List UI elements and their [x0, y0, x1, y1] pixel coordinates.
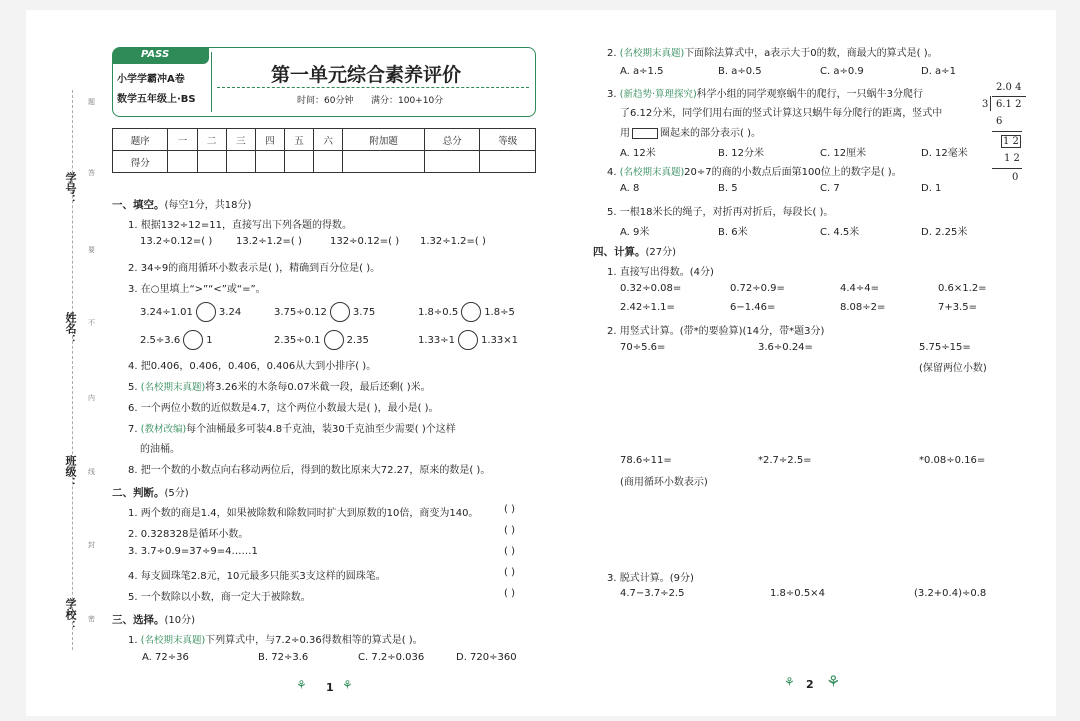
section-title: 一、填空。 — [112, 199, 165, 211]
calc-item: 70÷5.6= — [620, 342, 666, 353]
section-4-heading — [593, 243, 676, 259]
choice-option[interactable]: C. 4.5米 — [820, 227, 860, 238]
calc-item: 0.32÷0.08= — [620, 283, 682, 294]
class-label: 班级： — [64, 455, 77, 488]
compare-right: 1 — [206, 335, 213, 346]
score-cell: 总分 — [424, 129, 479, 151]
source-tag: (名校期末真题) — [619, 167, 685, 178]
judge-answer-box[interactable]: ( ) — [504, 588, 515, 599]
division-quotient: 2.0 4 — [996, 82, 1022, 93]
binding-mark: 封 — [88, 541, 95, 549]
page-number: 2 — [806, 678, 814, 691]
compare-left: 2.5÷3.6 — [140, 335, 181, 346]
compare-right: 1.33×1 — [481, 335, 519, 346]
choice-option[interactable]: C. 7.2÷0.036 — [358, 652, 425, 663]
pass-logo: PASS — [141, 49, 170, 60]
division-bracket — [990, 96, 991, 111]
question-body: 用 — [620, 128, 630, 139]
score-cell: 五 — [284, 129, 313, 151]
division-bar — [992, 96, 1026, 97]
compare-left: 3.24÷1.01 — [140, 307, 193, 318]
question-text: 8. 把一个数的小数点向右移动两位后，得到的数比原来大72.27，原来的数是( )。 — [128, 465, 491, 476]
title-underline — [217, 87, 529, 88]
calc-item: *0.08÷0.16= — [919, 455, 986, 466]
calc-item: 3.6÷0.24= — [758, 342, 813, 353]
judge-answer-box[interactable]: ( ) — [504, 567, 515, 578]
sprout-icon: ⚘ — [342, 678, 353, 692]
exam-header — [112, 47, 536, 117]
question-text: 1. 直接写出得数。(4分) — [607, 267, 714, 278]
compare-row — [418, 302, 515, 322]
score-cell: 得分 — [113, 151, 168, 173]
name-label: 姓名： — [64, 312, 77, 345]
calc-note: (保留两位小数) — [919, 363, 987, 374]
question-text: 4. 把0.406，0.406，0.406，0.406从大到小排序( )。 — [128, 361, 377, 372]
judge-item: 3. 3.7÷0.9=37÷9=4……1 — [128, 546, 258, 557]
calc-item: 0.72÷0.9= — [730, 283, 785, 294]
binding-mark: 线 — [88, 468, 95, 476]
question-text: 5. 一根18米长的绳子，对折再对折后，每段长( )。 — [607, 207, 834, 218]
choice-option[interactable]: A. 9米 — [620, 227, 650, 238]
choice-option[interactable]: A. a÷1.5 — [620, 66, 664, 77]
division-step-circled: 1 2 — [1003, 136, 1019, 147]
calc-item: 5.75÷15= — [919, 342, 971, 353]
section-title: 三、选择。 — [112, 614, 165, 626]
question-text — [607, 163, 902, 178]
rect-icon — [632, 128, 658, 139]
calc-item: 7+3.5= — [938, 302, 978, 313]
exam-score: 满分：100+10分 — [371, 96, 444, 106]
compare-circle[interactable] — [183, 330, 203, 350]
score-input-cell[interactable] — [197, 151, 226, 173]
header-divider — [211, 52, 212, 112]
calc-item: *2.7÷2.5= — [758, 455, 812, 466]
compare-circle[interactable] — [458, 330, 478, 350]
grade-name: 数学五年级上·BS — [117, 94, 196, 105]
calc-item: 4.7−3.7÷2.5 — [620, 588, 685, 599]
compare-row — [274, 302, 375, 322]
division-line — [992, 168, 1022, 169]
compare-row — [274, 330, 369, 350]
source-tag: (教材改编) — [140, 424, 187, 435]
question-text: 的油桶。 — [140, 444, 180, 455]
question-text: 5. (名校期末真题)将3.26米的木条每0.07米截一段，最后还剩( )米。 — [128, 382, 431, 393]
question-text: 3. 在○里填上“>”“<”或“=”。 — [128, 284, 266, 295]
score-cell: 等级 — [480, 129, 536, 151]
binding-mark: 密 — [88, 615, 95, 623]
question-body: 将3.26米的木条每0.07米截一段，最后还剩( )米。 — [205, 382, 431, 393]
section-subtitle: (10分) — [164, 615, 196, 626]
binding-mark: 不 — [88, 319, 95, 327]
section-title: 二、判断。 — [112, 487, 165, 499]
judge-item: 2. 0.328328是循环小数。 — [128, 529, 249, 540]
score-table-header — [113, 129, 536, 151]
question-body: 每个油桶最多可装4.8千克油，装30千克油至少需要( )个这样 — [186, 424, 456, 435]
compare-circle[interactable] — [324, 330, 344, 350]
calc-item: 4.4÷4= — [840, 283, 880, 294]
section-title: 四、计算。 — [593, 246, 646, 258]
question-text: 3. 脱式计算。(9分) — [607, 573, 694, 584]
question-text — [620, 124, 761, 139]
compare-circle[interactable] — [461, 302, 481, 322]
score-table — [112, 128, 536, 173]
answer-item: 13.2÷1.2=( ) — [236, 236, 302, 247]
question-number: 4. — [607, 167, 617, 178]
source-tag: (新趋势·算理探究) — [619, 89, 697, 100]
score-input-cell[interactable] — [226, 151, 255, 173]
question-text: 7. (教材改编)每个油桶最多可装4.8千克油，装30千克油至少需要( )个这样 — [128, 424, 456, 435]
source-tag: (名校期末真题) — [140, 635, 206, 646]
compare-right: 1.8÷5 — [484, 307, 515, 318]
score-cell: 六 — [314, 129, 343, 151]
calc-note: (商用循环小数表示) — [620, 477, 708, 488]
choice-option[interactable]: A. 8 — [620, 183, 640, 194]
score-input-cell[interactable] — [284, 151, 313, 173]
question-text: 2. 34÷9的商用循环小数表示是( )，精确到百分位是( )。 — [128, 263, 381, 274]
compare-left: 2.35÷0.1 — [274, 335, 321, 346]
compare-right: 2.35 — [346, 335, 369, 346]
answer-item: 13.2÷0.12=( ) — [140, 236, 213, 247]
question-text: 6. 一个两位小数的近似数是4.7，这个两位小数最大是( )，最小是( )。 — [128, 403, 439, 414]
choice-option[interactable]: D. 1 — [921, 183, 942, 194]
section-subtitle: (每空1分，共18分) — [164, 200, 252, 211]
choice-option[interactable]: B. 5 — [718, 183, 738, 194]
calc-item: 6−1.46= — [730, 302, 776, 313]
sprout-icon: ⚘ — [296, 678, 307, 692]
binding-mark: 题 — [88, 98, 95, 106]
question-text — [607, 85, 923, 100]
judge-answer-box[interactable]: ( ) — [504, 525, 515, 536]
score-cell: 二 — [197, 129, 226, 151]
judge-item: 5. 一个数除以小数，商一定大于被除数。 — [128, 592, 311, 603]
choice-option[interactable]: C. 7 — [820, 183, 840, 194]
choice-option[interactable]: D. 720÷360 — [456, 652, 517, 663]
section-1-heading — [112, 196, 251, 212]
source-tag: (名校期末真题) — [140, 382, 206, 393]
question-body: 20÷7的商的小数点后面第100位上的数字是( )。 — [684, 167, 902, 178]
division-remainder: 0 — [1012, 172, 1019, 183]
question-body: 科学小组的同学观察蜗牛的爬行，一只蜗牛3分爬行 — [696, 89, 924, 100]
choice-option[interactable]: D. a÷1 — [921, 66, 956, 77]
question-text: 2. 用竖式计算。(带*的要验算)(14分，带*题3分) — [607, 326, 825, 337]
score-input-cell[interactable] — [168, 151, 197, 173]
choice-option[interactable]: C. a÷0.9 — [820, 66, 864, 77]
student-id-label: 学号： — [64, 172, 77, 205]
judge-answer-box[interactable]: ( ) — [504, 546, 515, 557]
score-input-cell[interactable] — [480, 151, 536, 173]
section-2-heading — [112, 484, 189, 500]
calc-item: 1.8÷0.5×4 — [770, 588, 825, 599]
score-cell: 题序 — [113, 129, 168, 151]
score-input-cell[interactable] — [314, 151, 343, 173]
compare-left: 3.75÷0.12 — [274, 307, 327, 318]
calc-item: 78.6÷11= — [620, 455, 672, 466]
score-input-cell[interactable] — [424, 151, 479, 173]
choice-option[interactable]: D. 2.25米 — [921, 227, 968, 238]
binding-mark: 答 — [88, 169, 95, 177]
judge-item: 4. 每支圆珠笔2.8元，10元最多只能买3支这样的圆珠笔。 — [128, 571, 386, 582]
calc-item: 8.08÷2= — [840, 302, 886, 313]
judge-item: 1. 两个数的商是1.4，如果被除数和除数同时扩大到原数的10倍，商变为140。 — [128, 508, 479, 519]
compare-right: 3.24 — [218, 307, 242, 318]
division-line — [992, 131, 1022, 132]
calc-item: 2.42÷1.1= — [620, 302, 675, 313]
calc-item: (3.2+0.4)÷0.8 — [914, 588, 987, 599]
compare-right: 3.75 — [352, 307, 376, 318]
compare-circle[interactable] — [196, 302, 216, 322]
school-label: 学校： — [64, 598, 77, 631]
compare-circle[interactable] — [330, 302, 350, 322]
exam-time: 时间：60分钟 — [297, 96, 354, 106]
question-body: 圈起来的部分表示( )。 — [660, 128, 761, 139]
source-tag: (名校期末真题) — [619, 48, 685, 59]
choice-option[interactable]: B. 72÷3.6 — [258, 652, 309, 663]
binding-mark: 要 — [88, 246, 95, 254]
section-subtitle: (27分) — [645, 247, 677, 258]
question-text: 了6.12分米，同学们用右面的竖式计算这只蜗牛每分爬行的距离，竖式中 — [620, 108, 943, 119]
division-step: 1 2 — [1004, 153, 1020, 164]
answer-item: 1.32÷1.2=( ) — [420, 236, 486, 247]
compare-left: 1.8÷0.5 — [418, 307, 459, 318]
compare-left: 1.33÷1 — [418, 335, 456, 346]
division-step: 6 — [996, 116, 1003, 127]
question-text: 1. 根据132÷12=11，直接写出下列各题的得数。 — [128, 220, 353, 231]
question-body: 下面除法算式中，a表示大于0的数，商最大的算式是( )。 — [684, 48, 938, 59]
question-text — [607, 44, 938, 59]
score-cell: 四 — [255, 129, 284, 151]
series-name: 小学学霸冲A卷 — [117, 74, 185, 85]
judge-answer-box[interactable]: ( ) — [504, 504, 515, 515]
question-number: 2. — [607, 48, 617, 59]
question-number: 3. — [607, 89, 617, 100]
section-3-heading — [112, 611, 195, 627]
question-text: 1. (名校期末真题)下列算式中，与7.2÷0.36得数相等的算式是( )。 — [128, 635, 423, 646]
calc-item: 0.6×1.2= — [938, 283, 987, 294]
sprout-icon: ⚘ — [826, 672, 841, 691]
page-title: 第一单元综合素养评价 — [271, 64, 462, 86]
choice-option[interactable]: A. 72÷36 — [142, 652, 189, 663]
choice-option[interactable]: A. 12米 — [620, 148, 656, 159]
question-body: 下列算式中，与7.2÷0.36得数相等的算式是( )。 — [205, 635, 423, 646]
score-table-row — [113, 151, 536, 173]
choice-option[interactable]: B. a÷0.5 — [718, 66, 762, 77]
choice-option[interactable]: B. 12分米 — [718, 148, 764, 159]
compare-row — [140, 330, 213, 350]
choice-option[interactable]: C. 12厘米 — [820, 148, 867, 159]
score-input-cell[interactable] — [343, 151, 425, 173]
choice-option[interactable]: B. 6米 — [718, 227, 748, 238]
binding-mark: 内 — [88, 394, 95, 402]
choice-option[interactable]: D. 12毫米 — [921, 148, 968, 159]
score-input-cell[interactable] — [255, 151, 284, 173]
division-dividend: 6.1 2 — [996, 99, 1022, 110]
answer-item: 132÷0.12=( ) — [330, 236, 400, 247]
page-number: 1 — [326, 681, 334, 694]
division-divisor: 3 — [982, 99, 989, 110]
compare-row — [418, 330, 518, 350]
score-cell: 附加题 — [343, 129, 425, 151]
sprout-icon: ⚘ — [784, 675, 795, 689]
score-cell: 三 — [226, 129, 255, 151]
compare-row — [140, 302, 241, 322]
score-cell: 一 — [168, 129, 197, 151]
section-subtitle: (5分) — [164, 488, 189, 499]
